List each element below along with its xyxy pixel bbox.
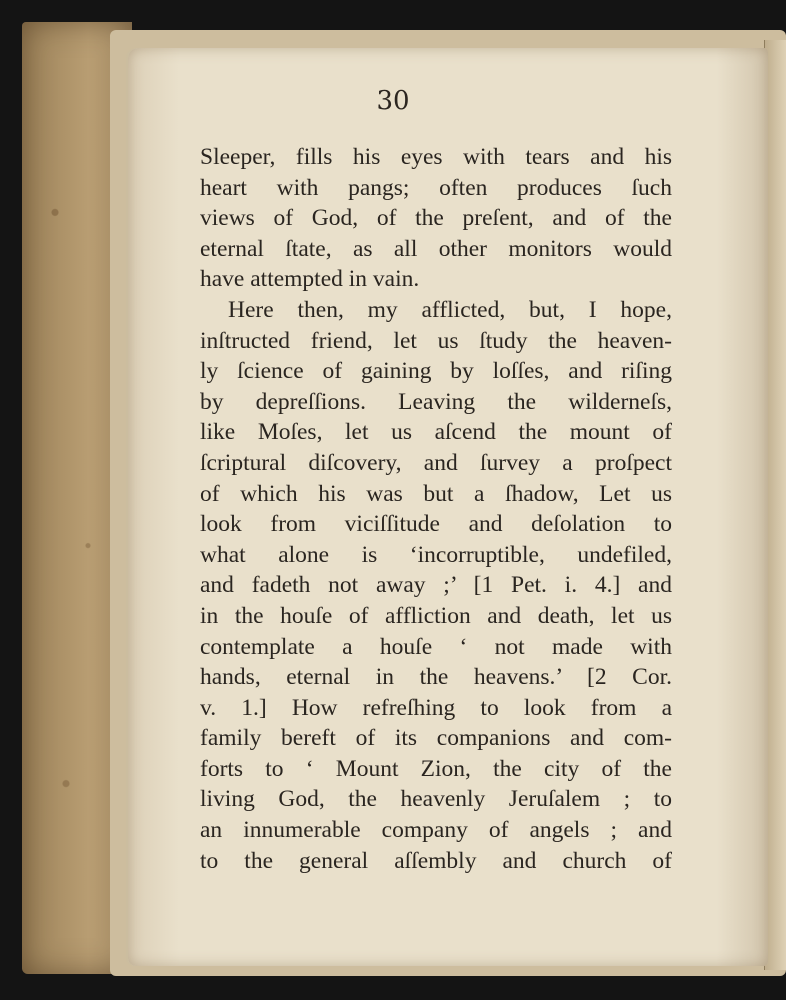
text-line: have attempted in vain. [200, 266, 420, 293]
text-line: and fadeth not away ;’ [1 Pet. i. 4.] and [200, 572, 672, 599]
text-line: contemplate a houſe ‘ not made with [200, 633, 672, 660]
text-line: in the houſe of affliction and death, let us [200, 602, 672, 629]
text-line: family bereft of its companions and com- [200, 725, 672, 752]
text-line: v. 1.] How refreſhing to look from a [200, 694, 672, 721]
text-line: to the general aſſembly and church of [200, 847, 672, 874]
text-line: by depreſſions. Leaving the wilderneſs, [200, 388, 672, 415]
body-text [200, 142, 672, 876]
text-line: living God, the heavenly Jeruſalem ; to [200, 786, 672, 813]
text-line: an innumerable company of angels ; and [200, 817, 672, 844]
text-line: what alone is ‘incorruptible, undefiled, [200, 541, 672, 568]
text-line: like Moſes, let us aſcend the mount of [200, 419, 672, 446]
text-line: eternal ſtate, as all other monitors would [200, 235, 672, 262]
text-line: look from viciſſitude and deſolation to [200, 511, 672, 538]
text-line: Sleeper, fills his eyes with tears and his [200, 144, 672, 170]
text-line: Here then, my afflicted, but, I hope, [228, 296, 672, 323]
text-line: forts to ‘ Mount Zion, the city of the [200, 755, 672, 782]
text-line: hands, eternal in the heavens.’ [2 Cor. [200, 664, 672, 691]
text-line: ly ſcience of gaining by loſſes, and riſing [200, 358, 672, 385]
text-line: heart with pangs; often produces ſuch [200, 174, 672, 201]
page-number: 30 [376, 86, 410, 116]
text-line: inſtructed friend, let us ſtudy the heaven- [200, 327, 672, 354]
text-line: ſcriptural diſcovery, and ſurvey a proſpect [200, 449, 672, 476]
text-line: views of God, of the preſent, and of the [200, 205, 672, 232]
text-line: of which his was but a ſhadow, Let us [200, 480, 672, 507]
